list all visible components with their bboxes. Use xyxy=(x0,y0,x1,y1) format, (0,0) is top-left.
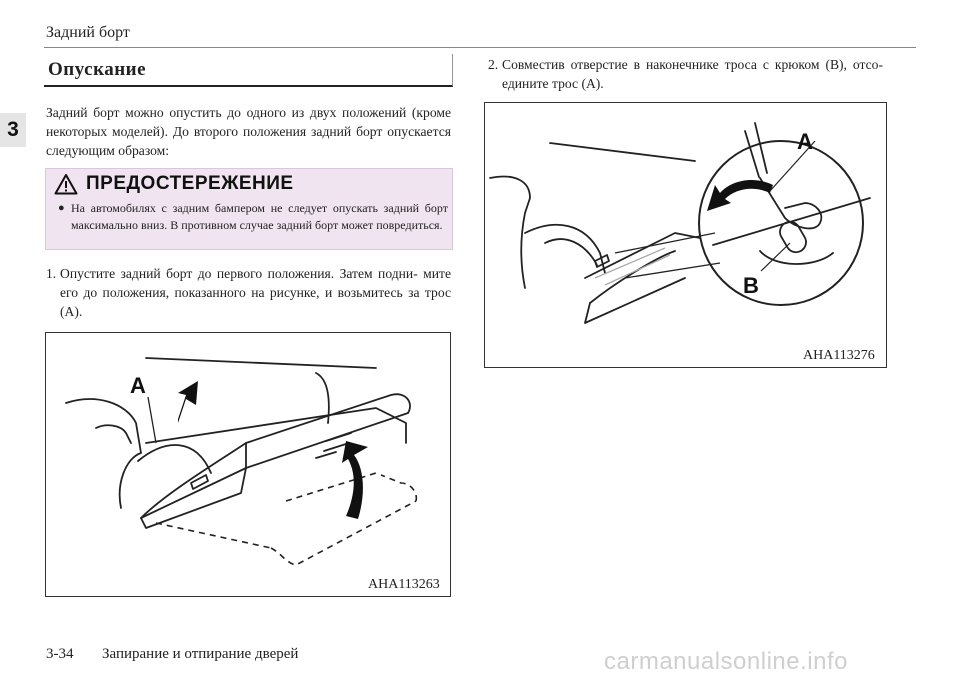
step-number: 2. xyxy=(488,57,499,72)
warning-header xyxy=(54,173,294,195)
chapter-tab: 3 xyxy=(0,113,26,147)
figure-2-code: AHA113276 xyxy=(803,348,875,363)
figure-1 xyxy=(45,332,451,597)
warning-triangle-icon xyxy=(54,173,78,195)
figure-1-code: AHA113263 xyxy=(368,577,440,592)
step-text: Совместив отверстие в наконечнике троса с крюком (B), отсо- едините трос (A). xyxy=(502,57,883,91)
running-header: Задний борт xyxy=(46,24,130,41)
header-rule xyxy=(44,47,916,48)
step-1 xyxy=(46,264,451,321)
figure-2-label-a: A xyxy=(797,129,813,154)
page-number: 3-34 xyxy=(46,646,74,662)
step-number: 1. xyxy=(46,266,57,281)
section-title-box xyxy=(44,54,453,87)
section-title: Опускание xyxy=(48,59,147,80)
footer-section-title: Запирание и отпирание дверей xyxy=(102,646,299,662)
warning-text: На автомобилях с задним бампером не следует опускать задний борт максимально вниз. В противном случае задний борт может повредиться. xyxy=(71,201,448,232)
step-2 xyxy=(488,55,883,93)
warning-text-block xyxy=(58,200,448,233)
step-text: Опустите задний борт до первого положения. Затем подни- мите его до положения, показанного на рисунке, и возьмитесь за трос (A). xyxy=(60,266,451,319)
figure-1-label-a: A xyxy=(130,373,146,398)
cable-hook-illustration xyxy=(485,103,886,367)
bullet-icon: ● xyxy=(58,202,65,214)
tailgate-open-illustration xyxy=(46,333,450,596)
intro-paragraph: Задний борт можно опустить до одного из двух положений (кроме некоторых моделей). До второго положения задний борт опускается следующим образом: xyxy=(46,105,451,158)
figure-2-label-b: B xyxy=(743,273,759,298)
warning-title: ПРЕДОСТЕРЕЖЕНИЕ xyxy=(86,173,294,194)
figure-2 xyxy=(484,102,887,368)
warning-box xyxy=(45,168,453,250)
watermark: carmanualsonline.info xyxy=(604,648,848,675)
